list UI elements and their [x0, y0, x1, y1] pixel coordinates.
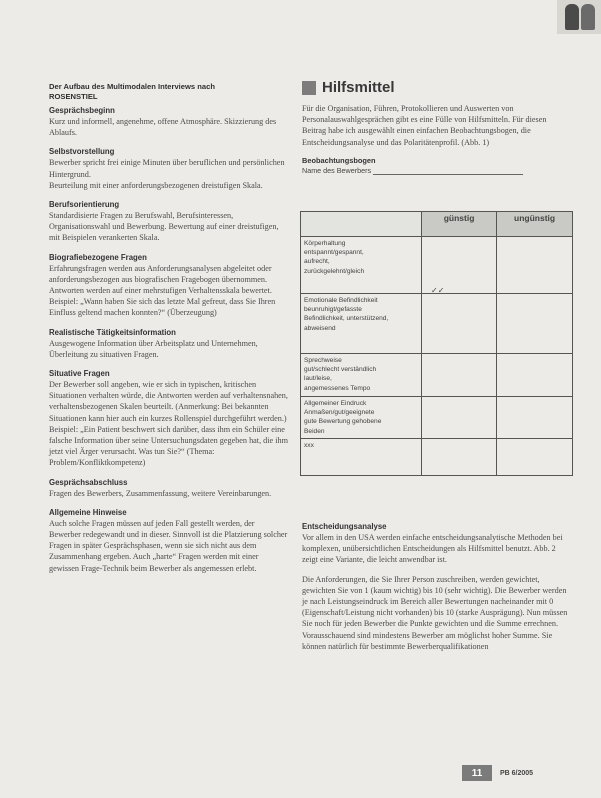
observation-table — [300, 211, 573, 476]
section-heading: Selbstvorstellung — [49, 147, 115, 157]
section-heading: Allgemeine Hinweise — [49, 507, 127, 517]
section-heading: Realistische Tätigkeitsinformation — [49, 327, 176, 337]
issue-label: PB 6/2005 — [500, 769, 534, 777]
section — [49, 508, 288, 574]
unfavorable-cell[interactable] — [497, 354, 573, 397]
section — [49, 200, 288, 244]
table-header-row — [301, 212, 573, 237]
favorable-cell[interactable] — [422, 237, 497, 294]
section-heading — [302, 78, 572, 98]
section-heading: Biografiebezogene Fragen — [49, 252, 147, 262]
criterion-cell: Körperhaltung entspannt/gespannt, aufrecht, zurückgelehnt/gleich — [301, 237, 422, 294]
form-name-line — [373, 166, 523, 175]
paragraph: Die Anforderungen, die Sie Ihrer Person zuschreiben, werden gewichtet, gewichten Sie von 1 (kaum wichtig) bis 10 (sehr wichtig). Die Bewerber werden je nach Leistungseindruck im Bereich aller Bewertungen nacheinander mit 0 (Eigenschaft/Leistung nicht vorhanden) bis 10 (starke Ausprägung). Nun müssen Sie noch für jeden Bewerber die Punkte gewichten und die Summe errechnen. Vorausschauend sind mindestens Bewerber am möglichst hoher Summe. Sie können natürlich für bestimmte Bewerberqualifikationen — [302, 574, 568, 651]
paragraph: Beispiel: „Wann haben Sie sich das letzte Mal gefreut, dass Sie Ihren Einfluss geltend machen konnten?“ (Überzeugung) — [49, 297, 276, 318]
criterion-cell: Emotionale Befindlichkeit beunruhigt/gefasste Befindlichkeit, unterstützend, abweisend — [301, 294, 422, 354]
check-mark: ✓✓ — [431, 286, 445, 295]
paragraph: Der Bewerber soll angeben, wie er sich in typischen, kritischen Situationen verhalten würde, die Antworten werden auf verhaltensnahen, verhaltensbezogenen Skalen beurteilt. (Anmerkung: Bei bekannten Situationen kann hier auch ein kurzes Rollenspiel durchgeführt werden.) — [49, 380, 288, 423]
unfavorable-cell[interactable] — [497, 438, 573, 475]
paragraph: Bewerber spricht frei einige Minuten über beruflichen und persönlichen Hintergrund. — [49, 158, 285, 179]
paragraph: Vor allem in den USA werden einfache entscheidungsanalytische Methoden bei komplexen, unübersichtlichen Entscheidungen als Hilfsmittel benutzt. Abb. 2 zeigt eine Variante, die leicht anwendbar ist. — [302, 533, 563, 565]
decision-analysis-section — [302, 522, 572, 660]
paragraph: Fragen des Bewerbers, Zusammenfassung, weitere Vereinbarungen. — [49, 488, 272, 498]
criterion-cell: Allgemeiner Eindruck Anmaßen/gut/geeignete gute Bewertung gehobene Beiden — [301, 397, 422, 439]
left-column-title: Der Aufbau des Multimodalen Interviews nach ROSENSTIEL — [49, 82, 215, 101]
paragraph: Kurz und informell, angenehme, offene Atmosphäre. Skizzierung des Ablaufs. — [49, 117, 277, 138]
table-row — [301, 438, 573, 475]
section-heading: Gesprächsbeginn — [49, 106, 115, 115]
section — [49, 369, 288, 469]
paragraph: Beurteilung mit einer anforderungsbezogenen dreistufigen Skala. — [49, 180, 263, 190]
section — [49, 147, 288, 191]
paragraph: Standardisierte Fragen zu Berufswahl, Berufsinteressen, Organisationswahl und Bewerbung. Bewertung auf einer dreistufigen, mit Beispielen verankerten Skala. — [49, 211, 279, 243]
section — [49, 253, 288, 319]
section-heading: Situative Fragen — [49, 369, 110, 379]
criterion-cell: xxx — [301, 438, 422, 475]
section-heading: Gesprächsabschluss — [49, 477, 128, 487]
person-figure-icon — [565, 4, 579, 30]
favorable-cell[interactable] — [422, 294, 497, 354]
table-header-favorable: günstig — [422, 212, 497, 237]
section-heading: Berufsorientierung — [49, 200, 120, 210]
paragraph: Auch solche Fragen müssen auf jeden Fall gestellt werden, der Bewerber redegewandt und in dieser. Sinnvoll ist die Platzierung solcher Fragen in später Gesprächsphasen, wenn sie sich nicht aus dem Zusammenhang ergeben. Auch „harte“ Fragen werden mit einer gewissen Frage-Technik beim Bewerber als angemessen erlebt. — [49, 518, 288, 573]
table-header-blank — [301, 212, 422, 237]
favorable-cell[interactable] — [422, 354, 497, 397]
section — [49, 328, 288, 360]
paragraph: Erfahrungsfragen werden aus Anforderungsanalysen abgeleitet oder anforderungsbezogen aus biografischen Fragebogen übernommen. — [49, 263, 272, 284]
criterion-cell: Sprechweise gut/schlecht verständlich laut/leise, angemessenes Tempo — [301, 354, 422, 397]
favorable-cell[interactable] — [422, 438, 497, 475]
paragraph: Antworten werden auf einer mehrstufigen Verhaltensskala bewertet. — [49, 286, 272, 296]
form-name-field — [302, 166, 572, 176]
right-column — [302, 78, 572, 176]
heading-square-icon — [302, 81, 316, 95]
table-row — [301, 294, 573, 354]
page-footer — [462, 765, 582, 781]
table-row — [301, 237, 573, 294]
favorable-cell[interactable] — [422, 397, 497, 439]
section — [49, 478, 288, 499]
table-row — [301, 397, 573, 439]
section-heading: Entscheidungsanalyse — [302, 522, 387, 531]
intro-paragraph: Für die Organisation, Führen, Protokollieren und Auswerten von Personalauswahlgesprächen gibt es eine Fülle von Hilfsmitteln. Für diesen Beitrag habe ich ausgewählt einen einfachen Beobachtungsbogen, die Entscheidungsanalyse und das Polaritätenprofil. (Abb. 1) — [302, 104, 547, 147]
unfavorable-cell[interactable] — [497, 237, 573, 294]
table-row — [301, 354, 573, 397]
unfavorable-cell[interactable] — [497, 294, 573, 354]
section-title: Hilfsmittel — [322, 79, 395, 97]
form-title: Beobachtungsbogen — [302, 155, 376, 165]
left-column — [49, 78, 288, 583]
paragraph: Beispiel: „Ein Patient beschwert sich darüber, dass ihm ein Schüler eine falsche Information über seine Untersuchungsdaten gegeben hat, die ihm jetzt viel Ärger verursacht. Was tun Sie?“ (Thema: Problem/Konfliktkompetenz) — [49, 424, 288, 468]
paragraph: Ausgewogene Information über Arbeitsplatz und Unternehmen, Überleitung zu situativen Fragen. — [49, 338, 258, 359]
person-figure-icon — [581, 4, 595, 30]
corner-illustration — [557, 0, 601, 34]
unfavorable-cell[interactable] — [497, 397, 573, 439]
section — [49, 106, 288, 138]
page-number: 11 — [462, 765, 492, 781]
form-name-label: Name des Bewerbers — [302, 165, 372, 175]
table-header-unfavorable: ungünstig — [497, 212, 573, 237]
